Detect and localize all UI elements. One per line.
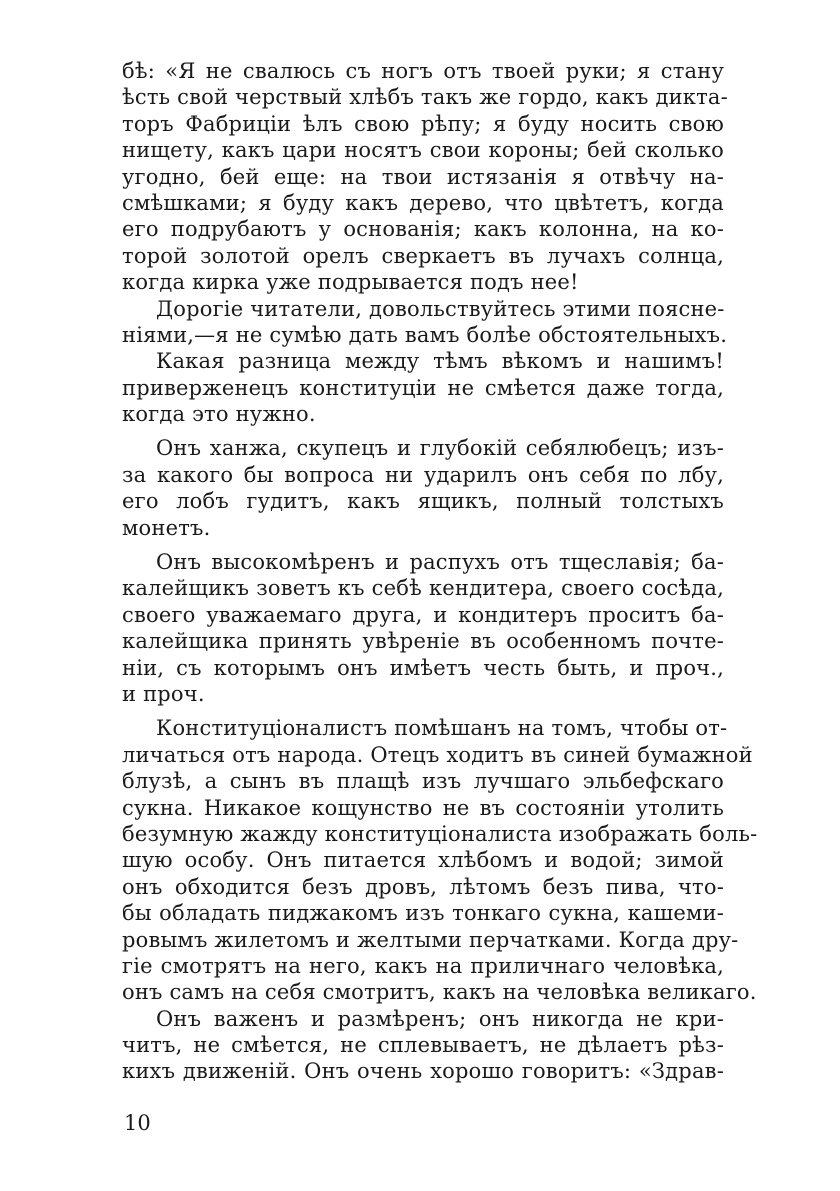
paragraph [122, 296, 728, 349]
text-line: гіе смотрятъ на него, какъ на приличнаго человѣка, [122, 953, 724, 978]
body-text [122, 58, 758, 1085]
text-line: личаться отъ народа. Отецъ ходитъ въ синей бумажной [122, 742, 753, 767]
text-line: за какого бы вопроса ни ударилъ онъ себя по лбу, [122, 462, 724, 487]
text-line: когда кирка уже подрывается подъ нее! [122, 270, 579, 295]
text-line: приверженецъ конституціи не смѣется даже тогда, [122, 375, 724, 400]
text-line: калейщика принять увѣреніе въ особенномъ почте- [122, 629, 724, 654]
text-line: ѣсть свой черствый хлѣбъ такъ же гордо, какъ дикта- [122, 85, 728, 110]
text-line: Какая разница между тѣмъ вѣкомъ и нашимъ! [156, 349, 724, 374]
text-line: ніями,—я не сумѣю дать вамъ болѣе обстоятельныхъ. [122, 322, 728, 347]
text-line: и проч. [122, 681, 205, 706]
paragraph [122, 435, 724, 541]
text-line: ніи, съ которымъ онъ имѣетъ честь быть, и проч., [122, 655, 724, 680]
paragraph [122, 348, 724, 427]
paragraph [122, 58, 728, 296]
text-line: кихъ движеній. Онъ очень хорошо говоритъ: «Здрав- [122, 1059, 724, 1084]
text-line: бы обладать пиджакомъ изъ тонкаго сукна, кашеми- [122, 901, 724, 926]
text-line: Дорогіе читатели, довольствуйтесь этими поясне- [156, 296, 725, 321]
text-line: онъ обходится безъ дровъ, лѣтомъ безъ пива, что- [122, 874, 724, 899]
text-line: бѣ: «Я не свалюсь съ ногъ отъ твоей руки; я стану [122, 59, 724, 83]
text-line: нищету, какъ цари носятъ свои короны; бей сколько [122, 138, 724, 163]
text-line: читъ, не смѣется, не сплевываетъ, не дѣлаетъ рѣз- [122, 1033, 724, 1058]
page-number: 10 [124, 1111, 151, 1135]
text-line: блузѣ, а сынъ въ плащѣ изъ лучшаго эльбефскаго [122, 769, 724, 794]
text-line: онъ самъ на себя смотритъ, какъ на человѣка великаго. [122, 980, 757, 1005]
text-line: монетъ. [122, 515, 211, 540]
text-line: Конституціоналистъ помѣшанъ на томъ, чтобы от- [156, 716, 728, 741]
text-line: его подрубаютъ у основанія; какъ колонна, на ко- [122, 217, 724, 242]
text-line: безумную жажду конституціоналиста изображать боль- [122, 821, 758, 846]
text-line: калейщикъ зоветъ къ себѣ кендитера, своего сосѣда, [122, 576, 724, 601]
text-line: шую особу. Онъ питается хлѣбомъ и водой; зимой [122, 848, 724, 873]
paragraph [122, 1006, 724, 1085]
text-line: смѣшками; я буду какъ дерево, что цвѣтетъ, когда [122, 190, 724, 215]
text-line: торой золотой орелъ сверкаетъ въ лучахъ солнца, [122, 243, 724, 268]
text-line: своего уважаемаго друга, и кондитеръ проситъ ба- [122, 602, 724, 627]
text-line: ровымъ жилетомъ и желтыми перчатками. Когда дру- [122, 927, 739, 952]
paragraph [122, 715, 758, 1005]
text-line: угодно, бей еще: на твои истязанія я отвѣчу на- [122, 164, 724, 189]
paragraph-gap [122, 541, 724, 549]
text-line: когда это нужно. [122, 402, 316, 427]
paragraph-gap [122, 707, 724, 715]
text-line: Онъ высокомѣренъ и распухъ отъ тщеславія; ба- [156, 550, 724, 575]
text-line: его лобъ гудитъ, какъ ящикъ, полный толстыхъ [122, 489, 724, 514]
text-line: сукна. Никакое кощунство не въ состояніи утолить [122, 795, 724, 820]
text-line: Онъ ханжа, скупецъ и глубокій себялюбецъ; изъ- [156, 436, 724, 461]
paragraph [122, 549, 724, 707]
paragraph-gap [122, 427, 724, 435]
text-line: торъ Фабриціи ѣлъ свою рѣпу; я буду носить свою [122, 111, 724, 136]
text-line: Онъ важенъ и размѣренъ; онъ никогда не кри- [156, 1006, 724, 1031]
